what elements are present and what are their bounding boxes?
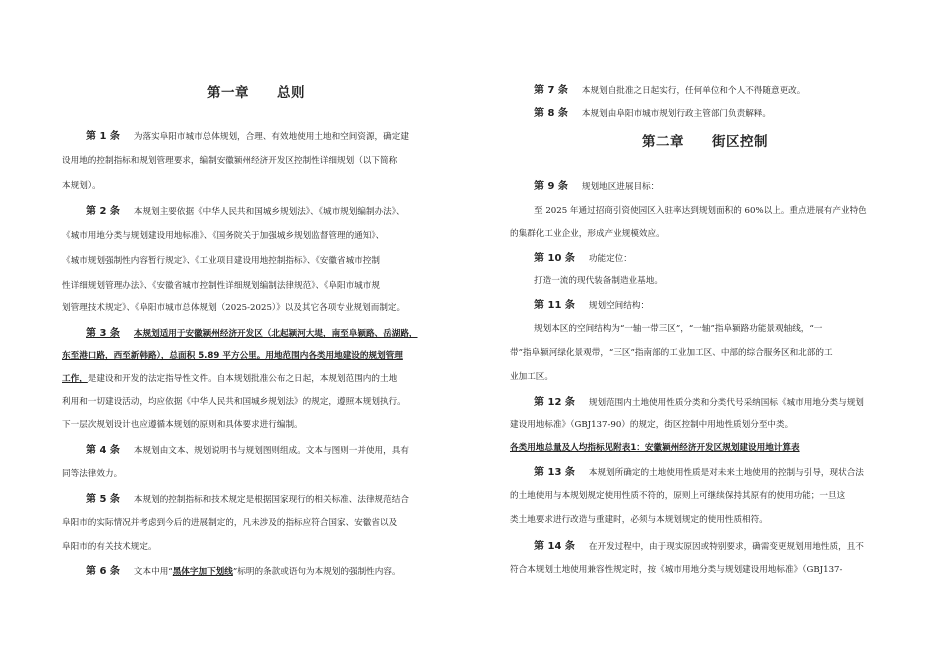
article-number: 第 2 条 xyxy=(86,206,120,217)
article-number: 第 4 条 xyxy=(86,445,120,456)
article-5-line: 阜阳市的有关技术规定。 xyxy=(62,542,157,552)
article-10 xyxy=(534,253,632,265)
article-number: 第 5 条 xyxy=(86,494,120,505)
article-14 xyxy=(534,541,864,553)
article-5-line: 阜阳市的实际情况并考虑到今后的进展制定的，凡未涉及的指标应符合国家、安徽省以及 xyxy=(62,518,398,528)
article-text: 规划空间结构： xyxy=(588,301,650,311)
article-7 xyxy=(534,85,805,97)
article-number: 第 3 条 xyxy=(86,328,120,339)
article-11-line: 业加工区。 xyxy=(510,372,553,382)
article-6 xyxy=(86,566,401,578)
article-11-line: 规划本区的空间结构为“一轴一带三区”，“一轴”指阜颍路功能景观轴线，“一 xyxy=(534,324,823,334)
article-9-line: 的集群化工业企业，形成产业规模效应。 xyxy=(510,229,665,239)
article-number: 第 9 条 xyxy=(534,181,568,192)
article-text: 本规划由文本、规划说明书与规划图则组成。文本与图则一并使用，具有 xyxy=(133,446,409,456)
article-text: ”标明的条款或语句为本规划的强制性内容。 xyxy=(232,567,401,577)
article-13-line: 的土地使用与本规划规定使用性质不符的，原则上可继续保持其原有的使用功能；一旦这 xyxy=(510,491,846,501)
article-1 xyxy=(86,131,409,143)
article-2-line: 划管理技术规定》、《阜阳市城市总体规划（2025-2025）》以及其它各项专业规划而制定。 xyxy=(62,303,406,313)
appendix-note: 各类用地总量及人均指标见附表1：安徽颍州经济开发区规划建设用地计算表 xyxy=(510,443,800,453)
article-3-line: 下一层次规划设计也应遵循本规划的原则和具体要求进行编制。 xyxy=(62,420,303,430)
article-text: 是建设和开发的法定指导性文件。自本规划批准公布之日起，本规划范围内的土地 xyxy=(87,374,398,384)
article-2-line: 《城市规划强制性内容暂行规定》、《工业项目建设用地控制指标》、《安徽省城市控制 xyxy=(62,256,380,266)
article-11-line: 带”指阜颍河绿化景观带，“三区”指南部的工业加工区、中部的综合服务区和北部的工 xyxy=(510,348,833,358)
article-2-line: 性详细规划管理办法》、《安徽省城市控制性详细规划编制法律规范》、《阜阳市城市规 xyxy=(62,281,380,291)
article-number: 第 13 条 xyxy=(534,467,575,478)
article-11 xyxy=(534,300,649,312)
article-number: 第 6 条 xyxy=(86,566,120,577)
article-2 xyxy=(86,206,405,218)
article-number: 第 10 条 xyxy=(534,253,575,264)
article-4-line: 同等法律效力。 xyxy=(62,469,123,479)
article-number: 第 8 条 xyxy=(534,108,568,119)
article-text: 规划范围内土地使用性质分类和分类代号采纳国标《城市用地分类与规划 xyxy=(588,398,864,408)
mandatory-text: 东至港口路，西至新韩路），总面积 5.89 平方公里。用地范围内各类用地建设的规划管理 xyxy=(62,351,403,361)
article-text: 本规划主要依据《中华人民共和国城乡规划法》、《城市规划编制办法》、 xyxy=(133,207,405,217)
article-text: 规划地区进展目标： xyxy=(581,182,660,192)
chapter-2-title: 第二章 街区控制 xyxy=(642,134,768,150)
article-13 xyxy=(534,467,864,479)
chapter-1-title: 第一章 总则 xyxy=(207,85,305,101)
article-text: 在开发过程中，由于现实原因或特别要求，确需变更规划用地性质，且不 xyxy=(588,542,864,552)
article-text: 为落实阜阳市城市总体规划，合理、有效地使用土地和空间资源，确定建 xyxy=(133,132,409,142)
article-number: 第 14 条 xyxy=(534,541,575,552)
article-8 xyxy=(534,108,771,120)
article-text: 功能定位： xyxy=(588,254,632,264)
mandatory-text: 本规划适用于安徽颍州经济开发区（北起颍河大堤，南至阜颖路、岳湖路， xyxy=(133,329,418,339)
article-13-line: 类土地要求进行改造与重建时，必须与本规划规定的使用性质相符。 xyxy=(510,515,768,525)
article-text: 本规划的控制指标和技术规定是根据国家现行的相关标准、法律规范结合 xyxy=(133,495,409,505)
article-1-line: 设用地的控制指标和规划管理要求，编制安徽颍州经济开发区控制性详细规划（以下简称 xyxy=(62,156,398,166)
article-text: 本规划所确定的土地使用性质是对未来土地使用的控制与引导，现状合法 xyxy=(588,468,864,478)
article-12 xyxy=(534,397,864,409)
article-text: 文本中用“ xyxy=(133,567,173,577)
article-5 xyxy=(86,494,409,506)
article-9 xyxy=(534,181,659,193)
article-3-line xyxy=(62,374,397,385)
mandatory-text: 工作， xyxy=(62,374,88,384)
article-number: 第 12 条 xyxy=(534,397,575,408)
article-3-line: 利用和一切建设活动，均应依据《中华人民共和国城乡规划法》的规定，遵照本规划执行。 xyxy=(62,397,406,407)
article-3 xyxy=(86,328,418,340)
article-12-line: 建设用地标准》（GBJ137-90）的规定，街区控制中用地性质划分至中类。 xyxy=(510,420,794,430)
article-10-line: 打造一流的现代装备制造业基地。 xyxy=(534,276,663,286)
article-number: 第 11 条 xyxy=(534,300,575,311)
article-number: 第 7 条 xyxy=(534,85,568,96)
article-2-line: 《城市用地分类与规划建设用地标准》、《国务院关于加强城乡规划监督管理的通知》、 xyxy=(62,231,385,241)
mandatory-text: 黑体字加下划线 xyxy=(172,567,233,577)
article-text: 本规划由阜阳市城市规划行政主管部门负责解释。 xyxy=(581,109,771,119)
article-number: 第 1 条 xyxy=(86,131,120,142)
article-14-line: 符合本规划土地使用兼容性规定时，按《城市用地分类与规划建设用地标准》（GBJ137- xyxy=(510,565,843,575)
article-1-line: 本规划）。 xyxy=(62,181,101,191)
article-text: 本规划自批准之日起实行，任何单位和个人不得随意更改。 xyxy=(581,86,806,96)
article-4 xyxy=(86,445,409,457)
article-9-line: 至 2025 年通过招商引资使园区入驻率达到规划面积的 60%以上。重点进展有产业特色 xyxy=(534,206,867,216)
